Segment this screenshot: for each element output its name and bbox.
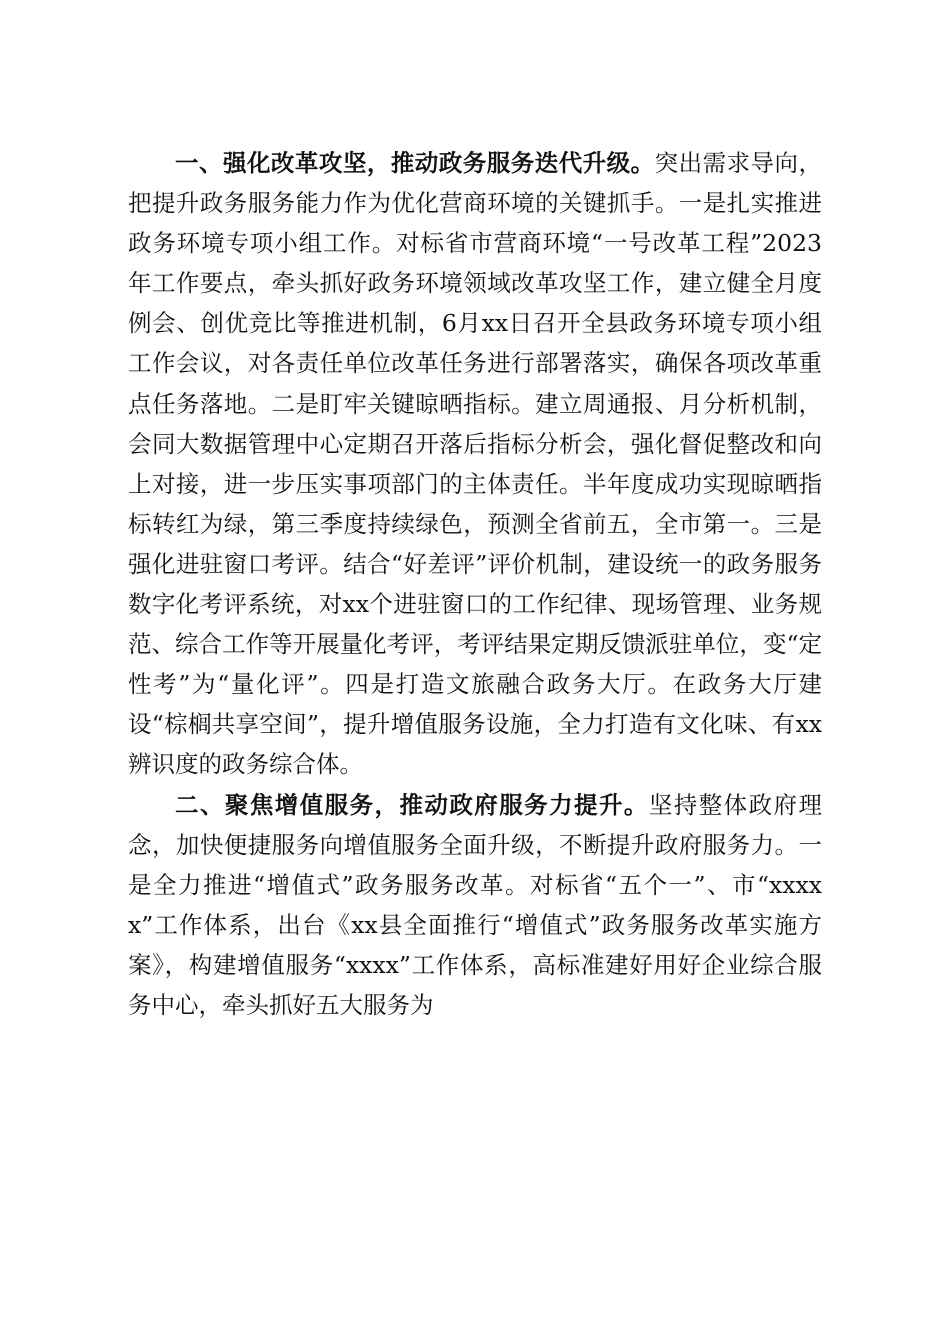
paragraph-reform [128,143,822,785]
paragraph-body: 坚持整体政府理念，加快便捷服务向增值服务全面升级，不断提升政府服务力。一是全力推进“增值式”政务服务改革。对标省“五个一”、市“xxxxx”工作体系，出台《xx县全面推行“增值式”政务服务改革实施方案》，构建增值服务“xxxx”工作体系，高标准建好用好企业综合服务中心，牵头抓好五大服务为 [128,790,822,1019]
paragraph-value-added-service [128,785,822,1026]
paragraph-heading: 二、聚焦增值服务，推动政府服务力提升。 [175,790,649,819]
document-page [128,143,822,1025]
paragraph-body: 突出需求导向，把提升政务服务能力作为优化营商环境的关键抓手。一是扎实推进政务环境专项小组工作。对标省市营商环境“一号改革工程”2023年工作要点，牵头抓好政务环境领域改革攻坚工作，建立健全月度例会、创优竞比等推进机制，6月xx日召开全县政务环境专项小组工作会议，对各责任单位改革任务进行部署落实，确保各项改革重点任务落地。二是盯牢关键晾晒指标。建立周通报、月分析机制，会同大数据管理中心定期召开落后指标分析会，强化督促整改和向上对接，进一步压实事项部门的主体责任。半年度成功实现晾晒指标转红为绿，第三季度持续绿色，预测全省前五，全市第一。三是强化进驻窗口考评。结合“好差评”评价机制，建设统一的政务服务数字化考评系统，对xx个进驻窗口的工作纪律、现场管理、业务规范、综合工作等开展量化考评，考评结果定期反馈派驻单位，变“定性考”为“量化评”。四是打造文旅融合政务大厅。在政务大厅建设“棕榈共享空间”，提升增值服务设施，全力打造有文化味、有xx辨识度的政务综合体。 [128,149,823,779]
paragraph-heading: 一、强化改革攻坚，推动政务服务迭代升级。 [175,149,655,177]
